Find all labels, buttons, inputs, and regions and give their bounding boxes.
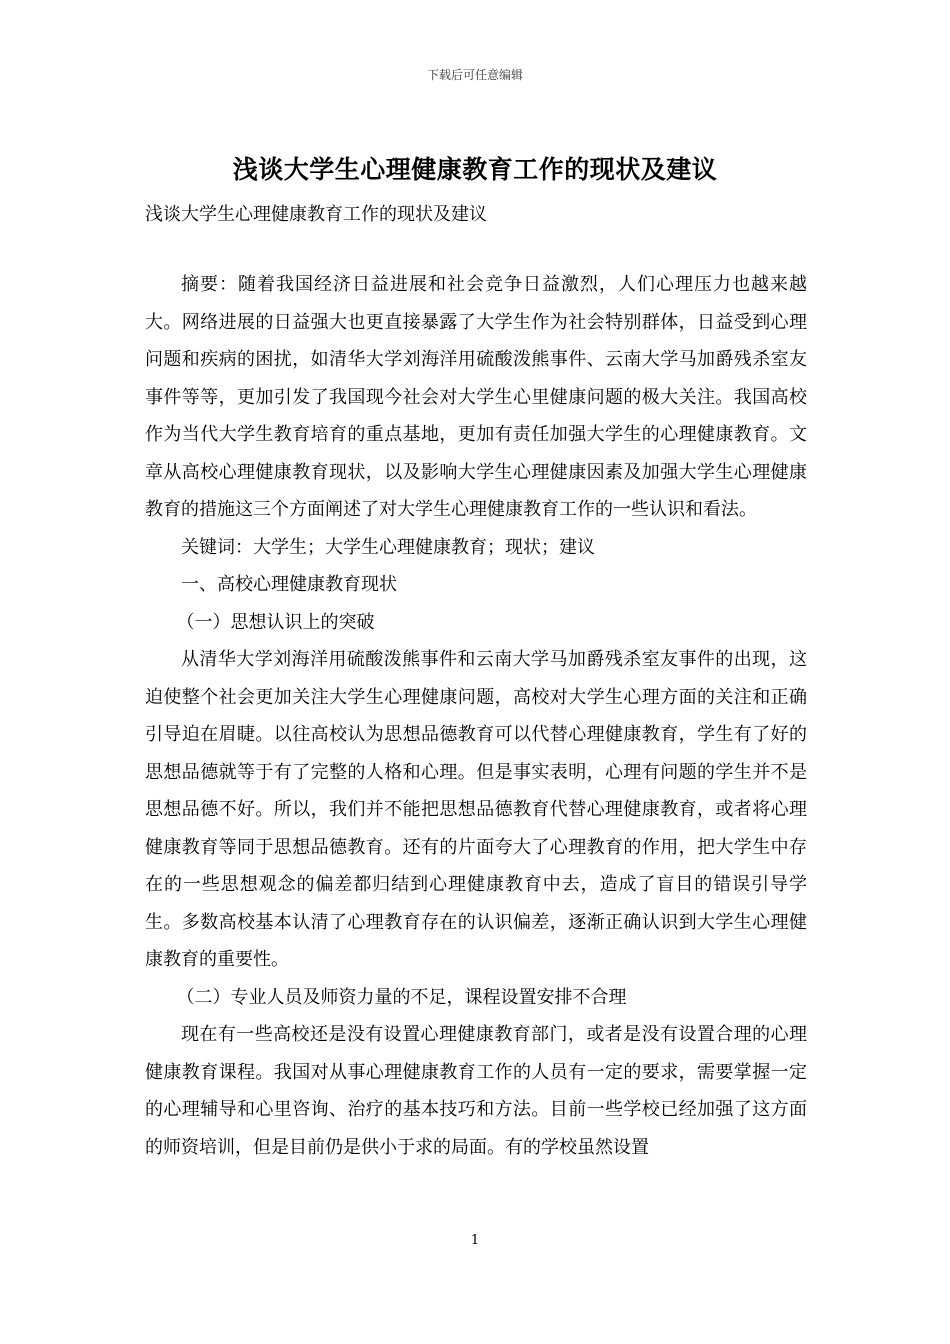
section-heading-1: 一、高校心理健康教育现状 (181, 574, 397, 595)
abstract-paragraph: 摘要：随着我国经济日益进展和社会竞争日益激烈，人们心理压力也越来越大。网络进展的日益强大也更直接暴露了大学生作为社会特别群体，日益受到心理问题和疾病的困扰，如清华大学刘海洋用硫酸泼熊事件、云南大学马加爵残杀室友事件等等，更加引发了我国现今社会对大学生心里健康问题的极大关注。我国高校作为当代大学生教育培育的重点基地，更加有责任加强大学生的心理健康教育。文章从高校心理健康教育现状，以及影响大学生心理健康因素及加强大学生心理健康教育的措施这三个方面阐述了对大学生心理健康教育工作的一些认识和看法。 (145, 274, 807, 520)
subsection-heading-2: （二）专业人员及师资力量的不足，课程设置安排不合理 (176, 986, 627, 1008)
body-paragraph: 从清华大学刘海洋用硫酸泼熊事件和云南大学马加爵残杀室友事件的出现，这迫使整个社会更加关注大学生心理健康问题，高校对大学生心理方面的关注和正确引导迫在眉睫。以往高校认为思想品德教育可以代替心理健康教育，学生有了好的思想品德就等于有了完整的人格和心理。但是事实表明，心理有问题的学生并不是思想品德不好。所以，我们并不能把思想品德教育代替心理健康教育，或者将心理健康教育等同于思想品德教育。还有的片面夸大了心理教育的作用，把大学生中存在的一些思想观念的偏差都归结到心理健康教育中去，造成了盲目的错误引导学生。多数高校基本认清了心理教育存在的认识偏差，逐渐正确认识到大学生心理健康教育的重要性。 (145, 649, 807, 970)
page-header-note: 下载后可任意编辑 (426, 68, 523, 82)
subsection-heading-1: （一）思想认识上的突破 (176, 611, 375, 633)
document-subtitle: 浅谈大学生心理健康教育工作的现状及建议 (145, 204, 487, 225)
keywords-line: 关键词：大学生；大学生心理健康教育；现状；建议 (181, 536, 595, 558)
page-number: 1 (470, 1233, 480, 1248)
body-paragraph: 现在有一些高校还是没有设置心理健康教育部门，或者是没有设置合理的心理健康教育课程。我国对从事心理健康教育工作的人员有一定的要求，需要掌握一定的心理辅导和心里咨询、治疗的基本技巧和方法。目前一些学校已经加强了这方面的师资培训，但是目前仍是供小于求的局面。有的学校虽然设置 (145, 1024, 807, 1158)
document-body (145, 266, 807, 1166)
document-title: 浅谈大学生心理健康教育工作的现状及建议 (232, 155, 718, 184)
